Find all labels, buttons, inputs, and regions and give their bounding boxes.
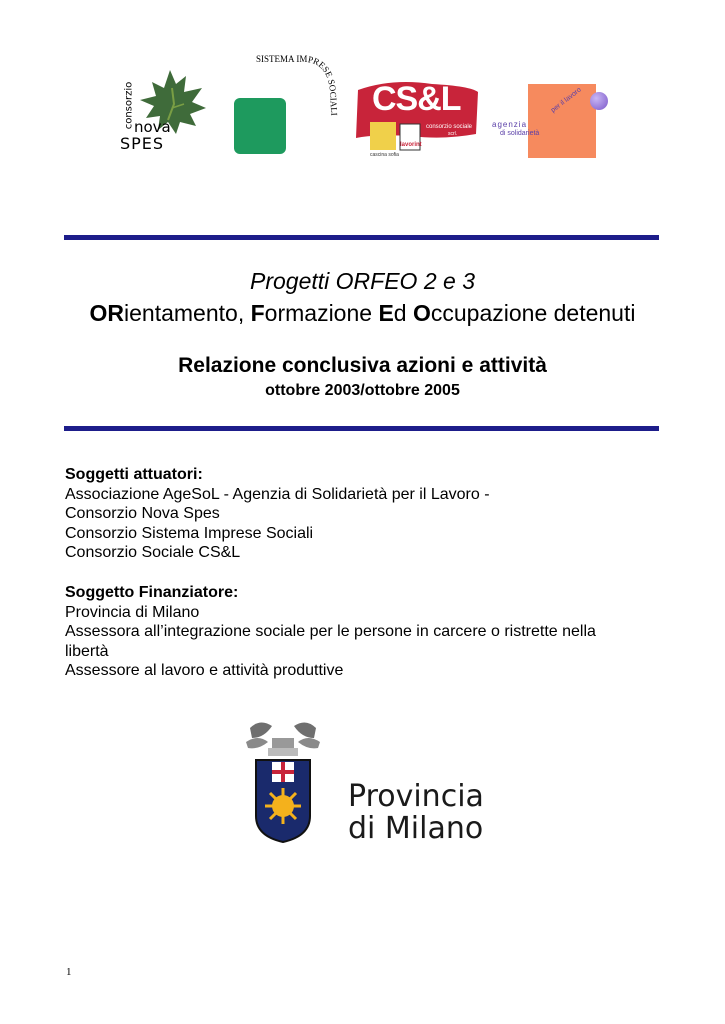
- attuatori-item: Associazione AgeSoL - Agenzia di Solidarietà per il Lavoro -: [65, 485, 490, 503]
- attuatori-label: Soggetti attuatori:: [65, 466, 203, 483]
- csl-sub-text: consorzio sociale: [426, 124, 473, 130]
- csl-big-text: CS&L: [372, 80, 461, 118]
- agesol-word-lavoro: per il lavoro: [549, 86, 583, 115]
- sistema-arc-text: SISTEMA IMPRESE SOCIALI: [256, 54, 340, 116]
- provincia-milano-logo: [238, 716, 488, 848]
- bottom-divider: [64, 426, 659, 431]
- attuatori-item: Consorzio Sistema Imprese Sociali: [65, 524, 314, 542]
- agesol-logo: [488, 82, 613, 160]
- attuatori-item: Consorzio Nova Spes: [65, 505, 220, 522]
- nova-spes-logo: [112, 64, 212, 154]
- finanziatore-item: Assessora all’integrazione sociale per le persone in carcere o ristrette nella: [65, 623, 596, 640]
- attuatori-item: Consorzio Sociale CS&L: [65, 544, 241, 561]
- csl-logo: [352, 76, 482, 162]
- finanziatore-item: Assessore al lavoro e attività produttive: [65, 662, 344, 679]
- csl-tag-cascina: cascina sofia: [370, 152, 399, 158]
- nova-spes-spes: SPES: [120, 134, 165, 153]
- provincia-text-line1: Provincia: [348, 779, 484, 814]
- agesol-ball-icon: [590, 92, 608, 110]
- subtitle-rest-2: ormazione: [264, 300, 379, 326]
- report-period: ottobre 2003/ottobre 2005: [265, 382, 460, 399]
- page-number: 1: [66, 966, 72, 978]
- attuatori-section: [65, 465, 665, 563]
- nova-spes-nova: nova: [134, 118, 171, 136]
- sistema-imprese-logo: [230, 52, 345, 157]
- sistema-arc-graphic: [230, 52, 345, 157]
- finanziatore-item: Provincia di Milano: [65, 603, 200, 621]
- project-subtitle: [0, 300, 725, 327]
- csl-house-icon: [370, 122, 396, 150]
- top-divider: [64, 235, 659, 240]
- provincia-crest-icon: [238, 716, 328, 846]
- provincia-text-line2: di Milano: [348, 811, 484, 846]
- csl-tag-lavorint: lavorint: [400, 142, 422, 148]
- agesol-word-agenzia: agenzia: [492, 120, 528, 129]
- project-title: Progetti ORFEO 2 e 3: [250, 268, 475, 294]
- subtitle-initial-o: O: [412, 300, 431, 326]
- subtitle-initial-f: F: [250, 300, 265, 326]
- nova-spes-consorzio: consorzio: [123, 81, 135, 130]
- agesol-square: [528, 84, 596, 158]
- agesol-word-solidarieta: di solidarietà: [500, 130, 540, 137]
- report-title: Relazione conclusiva azioni e attività: [178, 354, 547, 377]
- subtitle-initial-or: OR: [89, 300, 125, 326]
- subtitle-rest-1: ientamento,: [124, 300, 251, 326]
- subtitle-initial-e: E: [378, 300, 394, 326]
- finanziatore-section: [65, 583, 665, 681]
- subtitle-rest-3: d: [393, 300, 413, 326]
- finanziatore-label: Soggetto Finanziatore:: [65, 584, 239, 601]
- csl-sub2-text: scrl.: [448, 131, 458, 137]
- subtitle-rest-4: ccupazione detenuti: [430, 300, 636, 326]
- finanziatore-item: libertà: [65, 642, 109, 660]
